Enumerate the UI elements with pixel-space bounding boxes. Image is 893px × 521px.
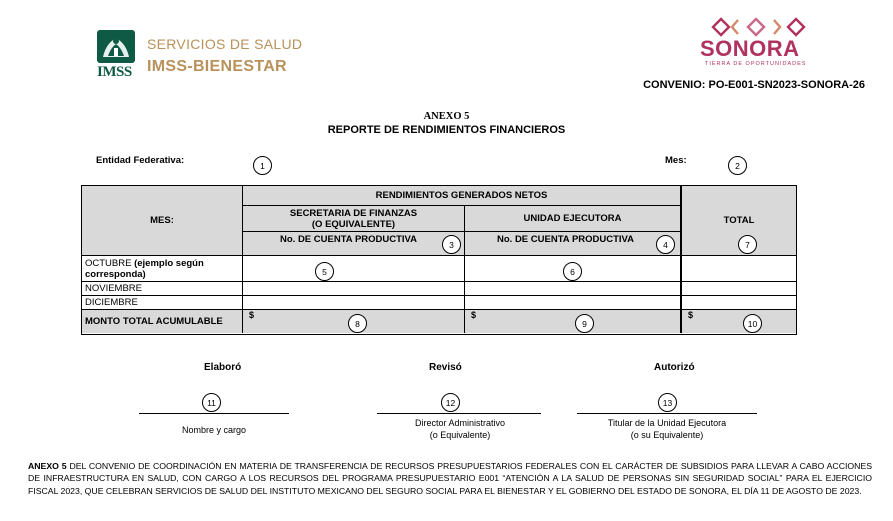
org-name-line1: SERVICIOS DE SALUD [147, 36, 303, 52]
row-octubre-secretaria[interactable] [243, 256, 465, 282]
entidad-label: Entidad Federativa: [96, 155, 185, 166]
signature-marker-13: 13 [658, 393, 677, 412]
marker-total: 7 [738, 235, 757, 254]
marker-sum-secretaria: 8 [348, 314, 367, 333]
total-row-label: MONTO TOTAL ACUMULABLE [82, 310, 243, 333]
row-diciembre-label: DICIEMBRE [82, 296, 243, 310]
marker-sum-unidad: 9 [575, 314, 594, 333]
row-note: (ejemplo según corresponda) [85, 257, 204, 280]
report-title: REPORTE DE RENDIMIENTOS FINANCIEROS [327, 124, 566, 136]
signature-marker-12: 12 [441, 393, 460, 412]
currency-symbol: $ [471, 310, 477, 320]
signature-caption-autorizo: Titular de la Unidad Ejecutora (o su Equivalente) [607, 418, 727, 440]
row-octubre-label [82, 256, 243, 282]
total-header-label: TOTAL [723, 215, 755, 226]
cuenta-productiva-label-2: No. DE CUENTA PRODUCTIVA [465, 232, 681, 256]
mes-column-header: MES: [82, 186, 243, 256]
row-noviembre-total[interactable] [681, 282, 796, 296]
signature-title-autorizo: Autorizó [654, 362, 695, 373]
imss-wordmark: IMSS [97, 64, 132, 80]
total-unidad-cell [465, 310, 681, 333]
mes-marker: 2 [728, 156, 747, 175]
imss-eagle-emblem-icon [97, 30, 135, 63]
marker-unidad-rows: 6 [563, 262, 582, 281]
signature-line-elaboro [139, 413, 289, 414]
currency-symbol: $ [688, 310, 694, 320]
signature-caption-reviso: Director Administrativo (o Equivalente) [414, 418, 506, 440]
row-noviembre-unidad[interactable] [465, 282, 681, 296]
row-noviembre-label: NOVIEMBRE [82, 282, 243, 296]
marker-cuenta-1: 3 [442, 235, 461, 254]
secretaria-header: SECRETARIA DE FINANZAS (O EQUIVALENTE) [243, 206, 465, 232]
imss-logo [97, 30, 137, 80]
convenio-number: CONVENIO: PO-E001-SN2023-SONORA-26 [643, 79, 865, 91]
signature-caption-elaboro: Nombre y cargo [181, 425, 247, 435]
row-diciembre-secretaria[interactable] [243, 296, 465, 310]
row-noviembre-secretaria[interactable] [243, 282, 465, 296]
signature-marker-11: 11 [202, 393, 221, 412]
marker-cuenta-2: 4 [656, 235, 675, 254]
rendimientos-table [81, 185, 797, 335]
footer-text: DEL CONVENIO DE COORDINACIÓN EN MATERIA DE TRANSFERENCIA DE RECURSOS PRESUPUESTARIOS FEDERALES CON EL CARÁCTER DE SUBSIDIOS PARA LLEVAR A CABO ACCIONES DE INFRAESTRUCTURA EN SALUD, CON CARGO A LOS RECURSOS DEL PROGRAMA PRESUPUESTARIO E001 “ATENCIÓN A LA SALUD DE PERSONAS SIN SEGURIDAD SOCIAL” PARA EL EJERCICIO FISCAL 2023, QUE CELEBRAN SERVICIOS DE SALUD DEL INSTITUTO MEXICANO DEL SEGURO SOCIAL PARA EL BIENESTAR Y EL GOBIERNO DEL ESTADO DE SONORA, EL DÍA 11 DE AGOSTO DE 2023. [28, 461, 872, 496]
row-diciembre-unidad[interactable] [465, 296, 681, 310]
footer-lead: ANEXO 5 [28, 461, 67, 471]
row-octubre-total[interactable] [681, 256, 796, 282]
cuenta-productiva-label-1: No. DE CUENTA PRODUCTIVA [243, 232, 465, 256]
unidad-header: UNIDAD EJECUTORA [465, 206, 681, 232]
row-month: OCTUBRE [85, 257, 132, 269]
group-header: RENDIMIENTOS GENERADOS NETOS [243, 186, 681, 206]
currency-symbol: $ [249, 310, 255, 320]
signature-title-elaboro: Elaboró [204, 362, 242, 373]
mes-label: Mes: [665, 155, 687, 166]
sonora-tagline: TIERRA DE OPORTUNIDADES [705, 61, 807, 67]
sonora-wordmark: SONORA [700, 36, 800, 61]
total-total-cell [681, 310, 796, 333]
anexo-title: ANEXO 5 [423, 111, 470, 122]
footer-note [28, 460, 872, 497]
marker-secretaria-rows: 5 [315, 262, 334, 281]
signature-title-reviso: Revisó [429, 362, 462, 373]
signature-line-autorizo [577, 413, 757, 414]
marker-sum-total: 10 [743, 314, 762, 333]
org-name-line2: IMSS-BIENESTAR [147, 58, 287, 75]
signature-line-reviso [377, 413, 541, 414]
row-diciembre-total[interactable] [681, 296, 796, 310]
entidad-marker: 1 [253, 156, 272, 175]
